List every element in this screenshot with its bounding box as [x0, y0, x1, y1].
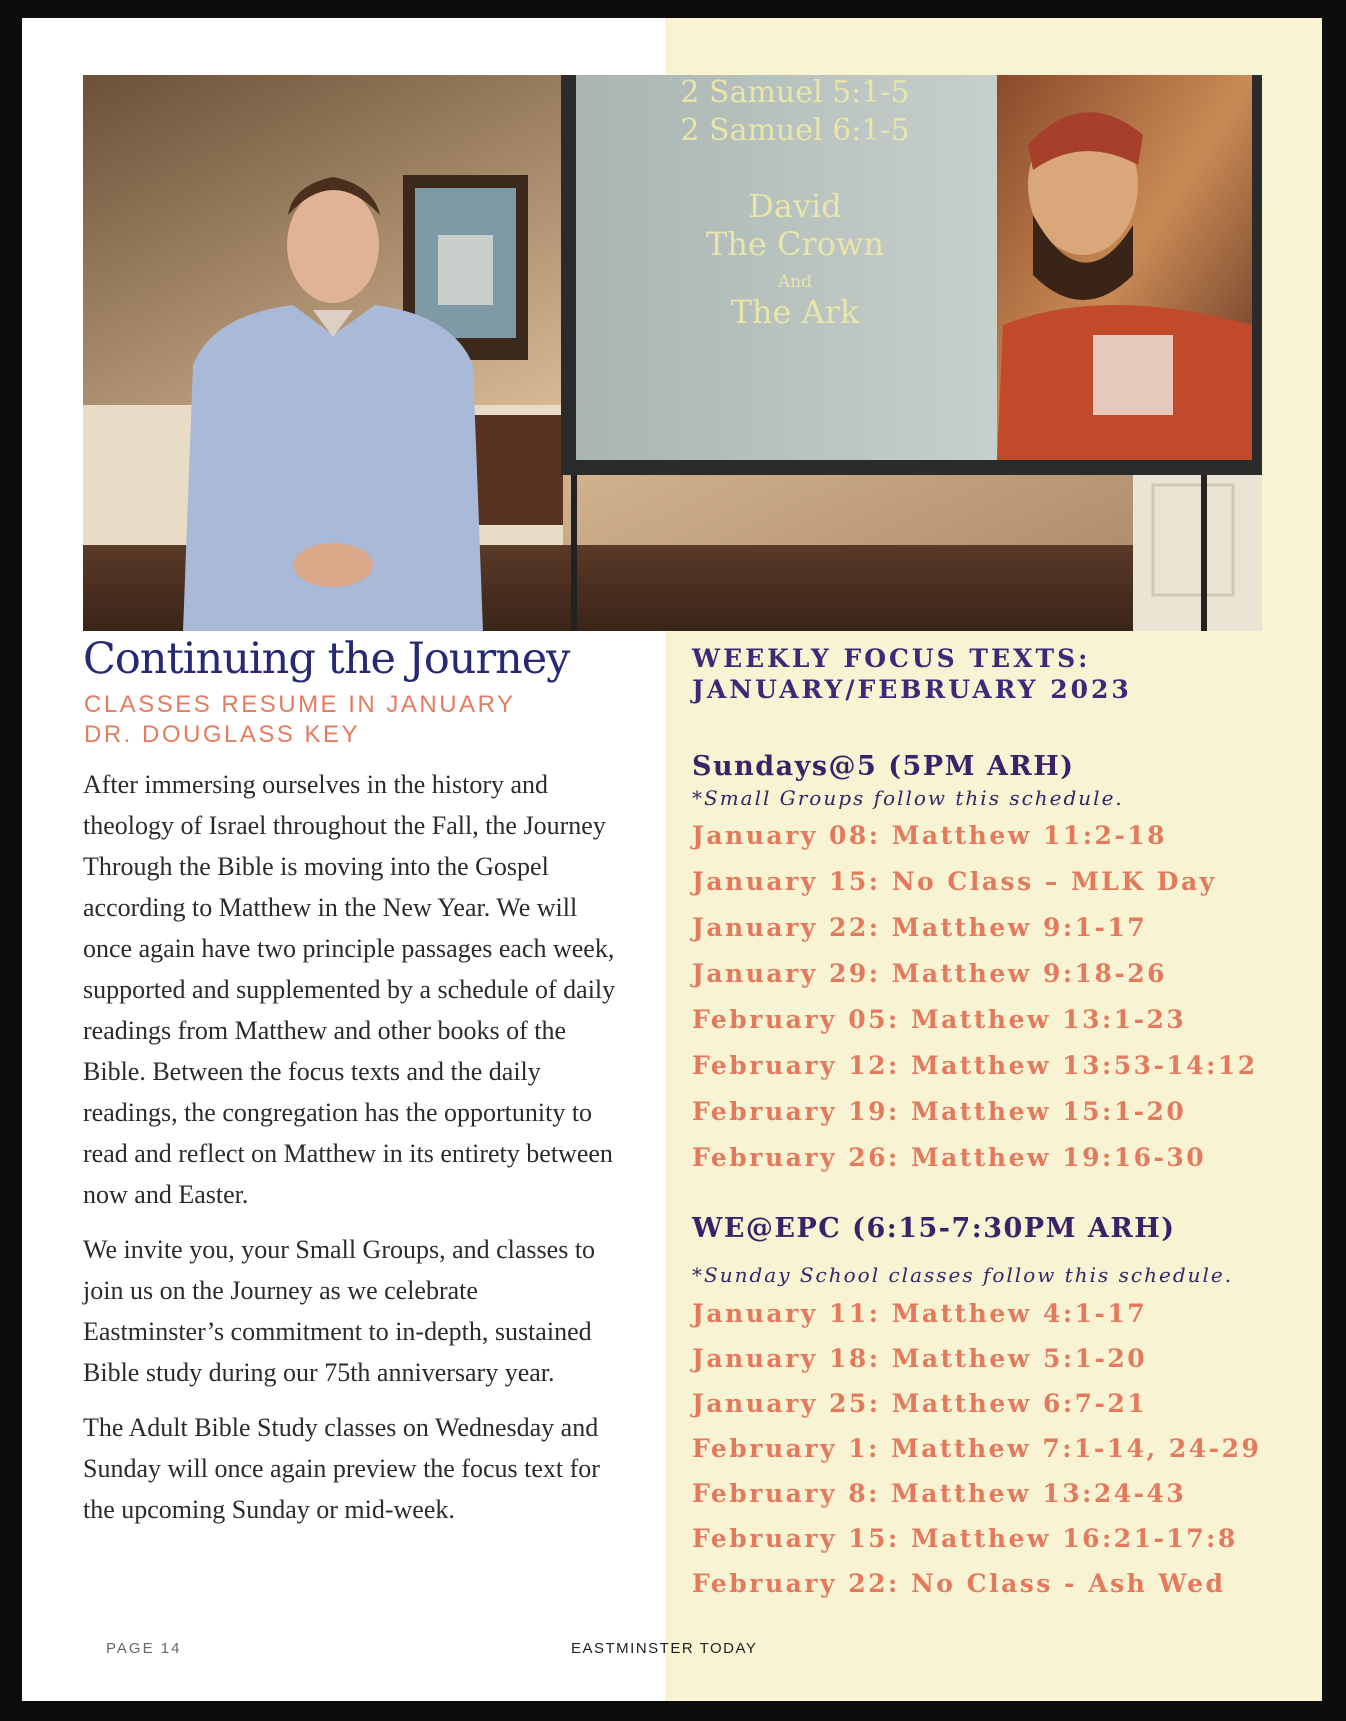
article-title: Continuing the Journey [83, 634, 570, 684]
weepc-title: WE@EPC (6:15-7:30PM ARH) [692, 1213, 1176, 1244]
schedule-item: February 1: Matthew 7:1-14, 24-29 [692, 1434, 1262, 1463]
sundays-schedule [692, 821, 1322, 1189]
slide-line-1: 2 Samuel 5:1-5 [680, 75, 910, 110]
schedule-item: January 18: Matthew 5:1-20 [692, 1344, 1148, 1373]
newsletter-page [22, 18, 1322, 1701]
schedule-item: February 8: Matthew 13:24-43 [692, 1479, 1187, 1508]
photo-illustration [83, 75, 1262, 631]
schedule-item: February 19: Matthew 15:1-20 [692, 1097, 1187, 1126]
sundays-note: *Small Groups follow this schedule. [692, 786, 1124, 810]
article-paragraph-3: The Adult Bible Study classes on Wednesday and Sunday will once again preview the focus text for the upcoming Sunday or mid-week. [83, 1413, 600, 1524]
article-paragraph-1: After immersing ourselves in the history and theology of Israel throughout the Fall, the Journey Through the Bible is moving into the Gospel according to Matthew in the New Year. We will once again have two principle passages each week, supported and supplemented by a schedule of daily readings from Matthew and other books of the Bible. Between the focus texts and the daily readings, the congregation has the opportunity to read and reflect on Matthew in its entirety between now and Easter. [83, 770, 616, 1209]
schedule-item: January 29: Matthew 9:18-26 [692, 959, 1168, 988]
schedule-item: January 15: No Class – MLK Day [692, 867, 1217, 896]
slide-line-5: And [777, 272, 813, 292]
page-number: PAGE 14 [106, 1640, 182, 1657]
weepc-schedule [692, 1299, 1322, 1614]
weepc-note: *Sunday School classes follow this schedule. [692, 1263, 1234, 1287]
schedule-item: February 12: Matthew 13:53-14:12 [692, 1051, 1258, 1080]
slide-line-2: 2 Samuel 6:1-5 [680, 113, 910, 148]
schedule-item: February 05: Matthew 13:1-23 [692, 1005, 1187, 1034]
speaker-photo [83, 75, 1262, 631]
focus-heading-line-1: WEEKLY FOCUS TEXTS: [692, 644, 1091, 673]
schedule-item: February 26: Matthew 19:16-30 [692, 1143, 1207, 1172]
article-subtitle-2: DR. DOUGLASS KEY [84, 721, 361, 748]
slide-line-4: The Crown [705, 225, 885, 263]
schedule-item: January 25: Matthew 6:7-21 [692, 1389, 1148, 1418]
publication-name: EASTMINSTER TODAY [571, 1640, 758, 1657]
article-body [83, 764, 623, 1544]
focus-heading [692, 643, 1292, 705]
sundays-title: Sundays@5 (5PM ARH) [692, 751, 1075, 782]
schedule-item: February 15: Matthew 16:21-17:8 [692, 1524, 1238, 1553]
schedule-item: January 11: Matthew 4:1-17 [692, 1299, 1148, 1328]
schedule-item: February 22: No Class - Ash Wed [692, 1569, 1226, 1598]
article-subtitle-1: CLASSES RESUME IN JANUARY [84, 691, 516, 718]
focus-heading-line-2: JANUARY/FEBRUARY 2023 [692, 675, 1132, 704]
article-paragraph-2: We invite you, your Small Groups, and classes to join us on the Journey as we celebrate Eastminster’s commitment to in-depth, sustained Bible study during our 75th anniversary year. [83, 1235, 596, 1387]
schedule-item: January 22: Matthew 9:1-17 [692, 913, 1148, 942]
slide-line-3: David [748, 187, 842, 225]
slide-line-6: The Ark [730, 293, 860, 331]
schedule-item: January 08: Matthew 11:2-18 [692, 821, 1168, 850]
